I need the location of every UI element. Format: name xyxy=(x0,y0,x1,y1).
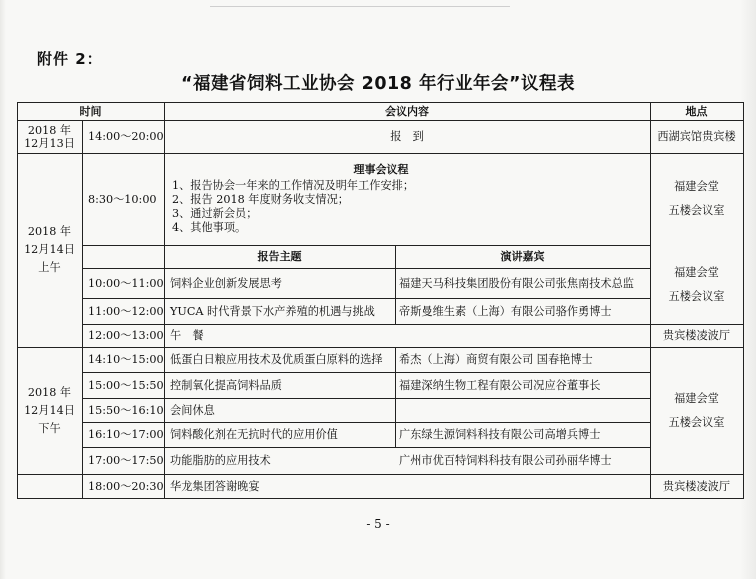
place-line: 福建会堂 xyxy=(674,180,719,193)
subheader-topic: 报告主题 xyxy=(257,250,302,263)
talk-time: 11:00～12:00 xyxy=(88,304,164,318)
day-cell-dec14-pm xyxy=(17,347,82,474)
place-line: 福建会堂 xyxy=(674,265,719,279)
place-line: 五楼会议室 xyxy=(668,289,725,303)
talk-speaker: 福建天马科技集团股份有限公司张焦南技术总监 xyxy=(399,276,634,290)
talk-time: 10:00～11:00 xyxy=(88,276,164,290)
day-date: 12月13日 xyxy=(24,136,75,150)
board-meeting-agenda xyxy=(164,153,650,245)
table-border-bottom xyxy=(17,498,744,499)
talk-topic: 饲料酸化剂在无抗时代的应用价值 xyxy=(170,428,338,441)
place-line: 福建会堂 xyxy=(674,391,719,405)
registration-content: 报 到 xyxy=(390,130,424,143)
agenda-item: 1、报告协会一年来的工作情况及明年工作安排； xyxy=(172,179,415,192)
break-content: 会间休息 xyxy=(170,403,215,417)
talk-speaker: 广东绿生源饲料科技有限公司高增兵博士 xyxy=(399,428,601,441)
page-number: - 5 - xyxy=(366,517,390,531)
talk-time: 15:00～15:50 xyxy=(88,378,164,392)
agenda-table xyxy=(17,102,744,499)
day-year: 2018 年 xyxy=(27,123,72,137)
dinner-time: 18:00～20:30 xyxy=(88,479,164,493)
afternoon-talks-place xyxy=(650,347,743,474)
page-title: “福建省饲料工业协会 2018 年行业年会”议程表 xyxy=(181,74,575,94)
talk-time: 14:10～15:00 xyxy=(88,353,164,366)
agenda-item: 3、通过新会员； xyxy=(172,207,258,220)
lunch-time: 12:00～13:00 xyxy=(88,329,164,342)
talk-speaker: 帝斯曼维生素（上海）有限公司骆作勇博士 xyxy=(399,304,612,318)
day-cell-dec13 xyxy=(17,120,82,153)
registration-place: 西湖宾馆贵宾楼 xyxy=(657,130,736,143)
agenda-item: 4、其他事项。 xyxy=(172,221,247,234)
dinner-place: 贵宾楼凌波厅 xyxy=(662,479,731,493)
place-line: 五楼会议室 xyxy=(668,204,725,217)
day-cell-dec14-am xyxy=(17,153,82,347)
board-meeting-title: 理事会议程 xyxy=(353,163,409,176)
talk-time: 17:00～17:50 xyxy=(88,454,164,467)
morning-talks-place xyxy=(650,245,743,324)
table-border-right xyxy=(743,102,744,499)
day-date: 12月14日 xyxy=(24,403,75,417)
talk-topic: 饲料企业创新发展思考 xyxy=(170,276,282,290)
day-period: 上午 xyxy=(38,261,61,274)
day-period: 下午 xyxy=(38,421,61,435)
header-content: 会议内容 xyxy=(385,104,429,118)
day-year: 2018 年 xyxy=(27,225,72,238)
talk-topic: 控制氧化提高饲料品质 xyxy=(170,378,282,392)
header-place: 地点 xyxy=(685,104,708,118)
registration-time: 14:00～20:00 xyxy=(88,130,164,143)
attachment-label: 附件 2： xyxy=(37,50,103,68)
break-time: 15:50～16:10 xyxy=(88,403,164,417)
talk-topic: 低蛋白日粮应用技术及优质蛋白原料的选择 xyxy=(170,353,383,366)
talk-speaker: 广州市优百特饲料科技有限公司孙丽华博士 xyxy=(399,454,612,467)
talk-topic: 功能脂肪的应用技术 xyxy=(170,454,271,467)
dinner-content: 华龙集团答谢晚宴 xyxy=(170,479,260,493)
board-meeting-time: 8:30～10:00 xyxy=(88,192,157,206)
talk-topic: YUCA 时代背景下水产养殖的机遇与挑战 xyxy=(170,304,375,318)
day-date: 12月14日 xyxy=(24,243,75,256)
talk-speaker: 希杰（上海）商贸有限公司 国春艳博士 xyxy=(399,353,593,366)
place-line: 五楼会议室 xyxy=(668,415,725,429)
day-year: 2018 年 xyxy=(27,385,72,399)
agenda-item: 2、报告 2018 年度财务收支情况； xyxy=(172,193,349,206)
header-time: 时间 xyxy=(79,104,102,118)
lunch-place: 贵宾楼凌波厅 xyxy=(662,329,731,342)
talk-time: 16:10～17:00 xyxy=(88,428,164,441)
lunch-content: 午 餐 xyxy=(170,329,204,342)
board-meeting-place xyxy=(650,153,743,245)
subheader-speaker: 演讲嘉宾 xyxy=(500,250,545,263)
scan-mark xyxy=(210,6,510,7)
talk-speaker: 福建深纳生物工程有限公司况应谷董事长 xyxy=(399,378,601,392)
